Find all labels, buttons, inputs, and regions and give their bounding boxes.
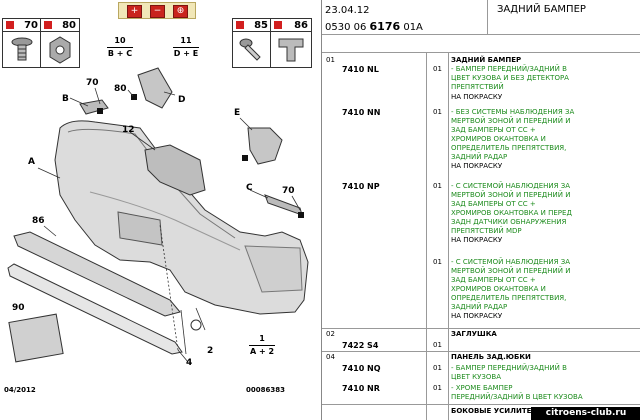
part-desc-line: ЦВЕТ КУЗОВА И БЕЗ ДЕТЕКТОРА (451, 74, 569, 82)
part-desc-line: ПРЕПЯТСТВИЙ MDP (451, 227, 522, 235)
catalog-date: 23.04.12 (325, 5, 370, 16)
part-desc-line: ХРОМИРОВ ОКАНТОВКА И ПЕРЕД (451, 209, 572, 217)
part-desc-line: ПЕРЕДНИЙ/ЗАДНИЙ В ЦВЕТ КУЗОВА (451, 393, 583, 401)
part-note: НА ПОКРАСКУ (451, 312, 503, 320)
group-number: 04 (326, 353, 335, 361)
kit-number: 11 (180, 36, 192, 45)
bracket-c (265, 195, 302, 215)
part-desc-line: ЗАД БАМПЕРЫ ОТ СС + (451, 200, 536, 208)
quantity: 01 (433, 364, 442, 372)
diagram-date: 04/2012 (4, 386, 36, 394)
part-desc-line: - ХРОМЕ БАМПЕР (451, 384, 513, 392)
part-desc-line: МЕРТВОЙ ЗОНОЙ И ПЕРЕДНИЙ И (451, 117, 571, 125)
part-box-number: 80 (41, 19, 79, 32)
callout-90: 90 (12, 303, 25, 313)
bracket-e (248, 128, 282, 164)
catalog-code (325, 20, 423, 33)
quantity: 01 (433, 258, 442, 266)
group-number: 02 (326, 330, 335, 338)
code-suffix: 01A (400, 22, 423, 33)
kit-contents: D + E (173, 49, 199, 58)
part-desc-line: - БАМПЕР ПЕРЕДНИЙ/ЗАДНИЙ В (451, 364, 567, 372)
part-note: НА ПОКРАСКУ (451, 162, 503, 170)
quantity: 01 (433, 384, 442, 392)
group-title: ПАНЕЛЬ ЗАД.ЮБКИ (451, 353, 531, 361)
callout-70-right: 70 (282, 186, 295, 196)
part-desc-line: ЗАДНИЙ РАДАР (451, 303, 508, 311)
divider (322, 351, 640, 352)
part-note: НА ПОКРАСКУ (451, 93, 503, 101)
part-desc-line: - С СИСТЕМОЙ НАБЛЮДЕНИЯ ЗА (451, 182, 571, 190)
part-desc-line: ПРЕПЯТСТВИЙ (451, 83, 504, 91)
quantity: 01 (433, 65, 442, 73)
part-desc-line: МЕРТВОЙ ЗОНОЙ И ПЕРЕДНИЙ И (451, 191, 571, 199)
kit-contents: B + C (107, 49, 133, 58)
part-number[interactable]: 7422 S4 (342, 341, 379, 350)
part-number[interactable]: 7410 NQ (342, 364, 381, 373)
column-divider (448, 52, 449, 420)
code-prefix: 0530 06 (325, 22, 370, 33)
callout-4: 4 (186, 358, 193, 368)
callout-2: 2 (207, 346, 214, 356)
part-desc-line: ХРОМИРОВ ОКАНТОВКА И (451, 285, 546, 293)
part-box-number: 70 (3, 19, 41, 32)
kit-number: 10 (114, 36, 126, 45)
zoom-out-button[interactable]: − (150, 5, 165, 18)
clip-kit-90 (9, 314, 63, 362)
callout-a: A (28, 157, 35, 167)
part-desc-line: ЦВЕТ КУЗОВА (451, 373, 501, 381)
bracket-b (80, 100, 108, 114)
quantity: 01 (433, 341, 442, 349)
part-desc-line: ЗАД БАМПЕРЫ ОТ СС + (451, 126, 536, 134)
part-desc-line: - БАМПЕР ПЕРЕДНИЙ/ЗАДНИЙ В (451, 65, 567, 73)
zoom-fit-button[interactable]: ⊕ (173, 5, 188, 18)
group-title: ЗАДНИЙ БАМПЕР (451, 56, 522, 64)
header-divider (487, 0, 488, 34)
divider (322, 52, 640, 53)
kit-contents: A + 2 (249, 347, 275, 356)
callout-c: C (246, 183, 253, 193)
part-desc-line: ЗАДНИЙ РАДАР (451, 153, 508, 161)
part-box-number: 85 (233, 19, 271, 32)
quantity: 01 (433, 182, 442, 190)
callout-12: 12 (122, 125, 135, 135)
part-desc-line: - С СИСТЕМОЙ НАБЛЮДЕНИЯ ЗА (451, 258, 571, 266)
part-desc-line: ЗАДН ДАТЧИКИ ОБНАРУЖЕНИЯ (451, 218, 567, 226)
part-number[interactable]: 7410 NP (342, 182, 380, 191)
part-desc-line: ЗАД БАМПЕРЫ ОТ СС + (451, 276, 536, 284)
bumper-drawing (0, 0, 318, 420)
part-desc-line: МЕРТВОЙ ЗОНОЙ И ПЕРЕДНИЙ И (451, 267, 571, 275)
callout-86: 86 (32, 216, 45, 226)
parts-diagram-panel (0, 0, 318, 420)
group-title: ЗАГЛУШКА (451, 330, 497, 338)
code-bold: 6176 (369, 20, 401, 33)
parts-list-panel (321, 0, 640, 420)
bracket-d (138, 68, 172, 108)
divider (322, 328, 640, 329)
callout-70-top: 70 (86, 78, 99, 88)
divider (322, 34, 640, 35)
group-title-cut: БОКОВЫЕ УСИЛИТЕ (451, 407, 532, 415)
part-desc-line: ХРОМИРОВ ОКАНТОВКА И (451, 135, 546, 143)
page-title: ЗАДНИЙ БАМПЕР (497, 4, 586, 15)
part-desc-line: ОПРЕДЕЛИТЕЛЬ ПРЕПЯТСТВИЯ, (451, 294, 567, 302)
callout-e: E (234, 108, 241, 118)
diagram-reference: 00086383 (246, 386, 285, 394)
part-note: НА ПОКРАСКУ (451, 236, 503, 244)
part-number[interactable]: 7410 NL (342, 65, 379, 74)
part-desc-line: ОПРЕДЕЛИТЕЛЬ ПРЕПЯТСТВИЯ, (451, 144, 567, 152)
part-box-number: 86 (271, 19, 311, 32)
column-divider (426, 52, 427, 420)
callout-b: B (62, 94, 69, 104)
zoom-in-button[interactable]: + (127, 5, 142, 18)
callout-d: D (178, 95, 186, 105)
kit-number: 1 (259, 334, 265, 343)
part-number[interactable]: 7410 NR (342, 384, 380, 393)
group-number: 01 (326, 56, 335, 64)
part-number[interactable]: 7410 NN (342, 108, 381, 117)
watermark: citroens-club.ru (531, 407, 640, 420)
quantity: 01 (433, 108, 442, 116)
divider (322, 404, 640, 405)
part-desc-line: - БЕЗ СИСТЕМЫ НАБЛЮДЕНИЯ ЗА (451, 108, 575, 116)
callout-80: 80 (114, 84, 127, 94)
